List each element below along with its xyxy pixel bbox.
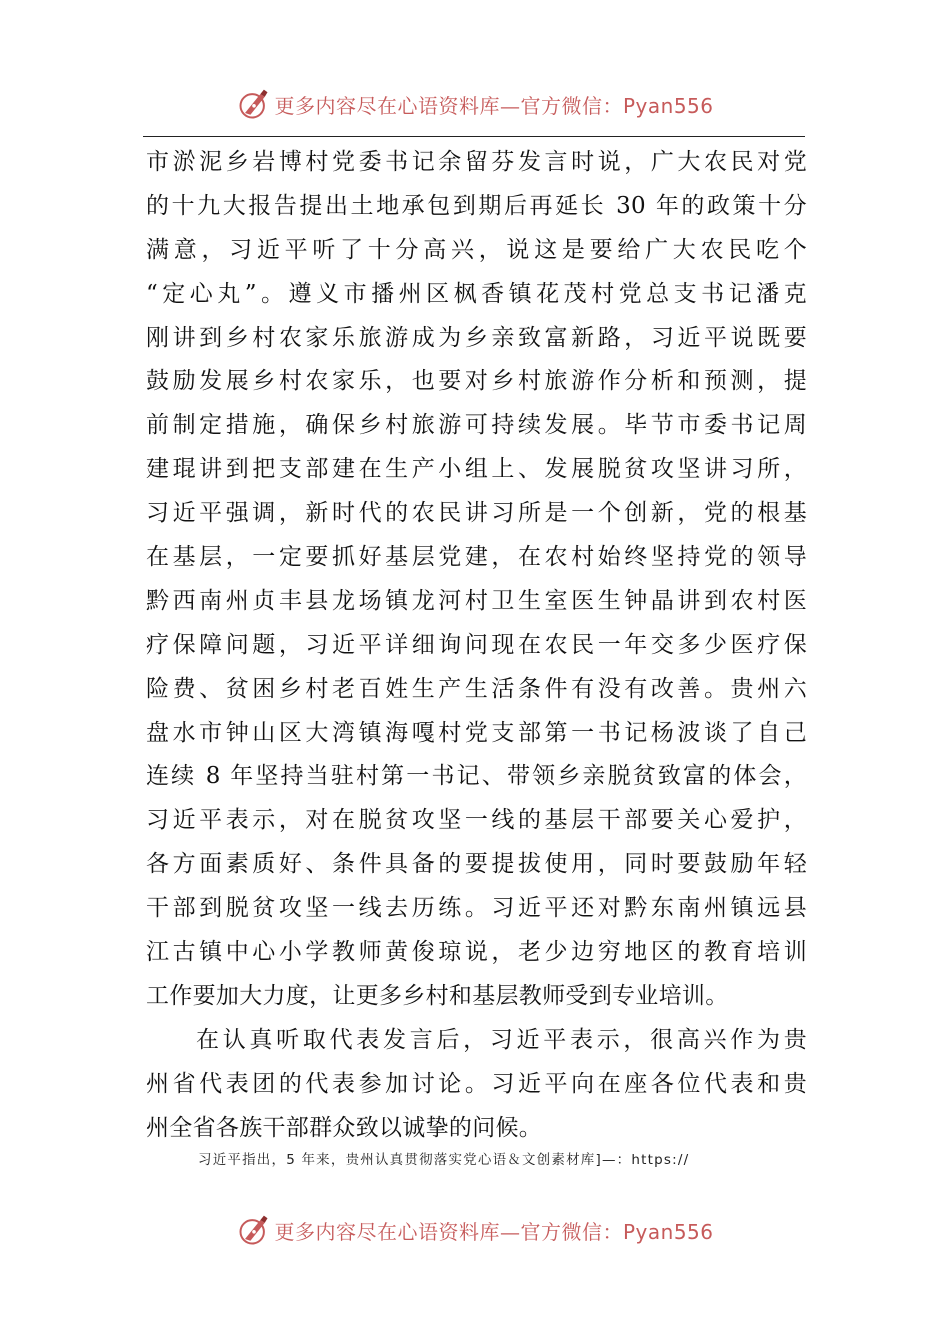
header-banner bbox=[0, 84, 950, 124]
header-rule bbox=[143, 136, 805, 137]
text-line: 工作要加大力度，让更多乡村和基层教师受到专业培训。 bbox=[146, 982, 729, 1009]
text-line: 鼓励发展乡村农家乐，也要对乡村旅游作分析和预测，提 bbox=[146, 368, 807, 395]
article-body bbox=[146, 141, 807, 1150]
text-line: 的十九大报告提出土地承包到期后再延长 30 年的政策十分 bbox=[146, 192, 807, 219]
text-line: 刚讲到乡村农家乐旅游成为乡亲致富新路，习近平说既要 bbox=[146, 324, 807, 351]
text-line: 连续 8 年坚持当驻村第一书记、带领乡亲脱贫致富的体会， bbox=[146, 763, 807, 790]
pen-nib-logo-icon bbox=[236, 86, 272, 122]
text-line: 盘水市钟山区大湾镇海嘎村党支部第一书记杨波谈了自己 bbox=[146, 719, 807, 746]
footer-banner bbox=[0, 1210, 950, 1250]
banner-text: 更多内容尽在心语资料库—官方微信：Pyan556 bbox=[274, 93, 714, 118]
text-line: 在基层，一定要抓好基层党建，在农村始终坚持党的领导 bbox=[146, 544, 807, 571]
footnote: 习近平指出，5 年来，贵州认真贯彻落实党心语＆文创素材库]—：https:// bbox=[198, 1152, 690, 1168]
text-line: 干部到脱贫攻坚一线去历练。习近平还对黔东南州镇远县 bbox=[146, 895, 807, 922]
text-line: 江古镇中心小学教师黄俊琼说，老少边穷地区的教育培训 bbox=[146, 939, 807, 966]
text-line: 习近平表示，对在脱贫攻坚一线的基层干部要关心爱护， bbox=[146, 807, 807, 834]
text-line: 前制定措施，确保乡村旅游可持续发展。毕节市委书记周 bbox=[146, 412, 807, 439]
text-line: 州全省各族干部群众致以诚挚的问候。 bbox=[146, 1114, 543, 1141]
text-line: 各方面素质好、条件具备的要提拔使用，同时要鼓励年轻 bbox=[146, 851, 807, 878]
text-line: 险费、贫困乡村老百姓生产生活条件有没有改善。贵州六 bbox=[146, 675, 807, 702]
text-line: 疗保障问题，习近平详细询问现在农民一年交多少医疗保 bbox=[146, 631, 807, 658]
text-line: 市淤泥乡岩博村党委书记余留芬发言时说，广大农民对党 bbox=[146, 149, 807, 175]
pen-nib-logo-icon bbox=[236, 1212, 272, 1248]
banner-text: 更多内容尽在心语资料库—官方微信：Pyan556 bbox=[274, 1219, 714, 1244]
text-line: 州省代表团的代表参加讨论。习近平向在座各位代表和贵 bbox=[146, 1070, 807, 1097]
text-line: “定心丸”。遵义市播州区枫香镇花茂村党总支书记潘克 bbox=[146, 280, 807, 307]
paragraph-start-line: 在认真听取代表发言后，习近平表示，很高兴作为贵 bbox=[196, 1026, 807, 1053]
text-line: 满意，习近平听了十分高兴，说这是要给广大农民吃个 bbox=[146, 236, 807, 263]
text-line: 习近平强调，新时代的农民讲习所是一个创新，党的根基 bbox=[146, 500, 807, 527]
text-line: 建琨讲到把支部建在生产小组上、发展脱贫攻坚讲习所， bbox=[146, 456, 807, 483]
text-line: 黔西南州贞丰县龙场镇龙河村卫生室医生钟晶讲到农村医 bbox=[146, 587, 807, 614]
